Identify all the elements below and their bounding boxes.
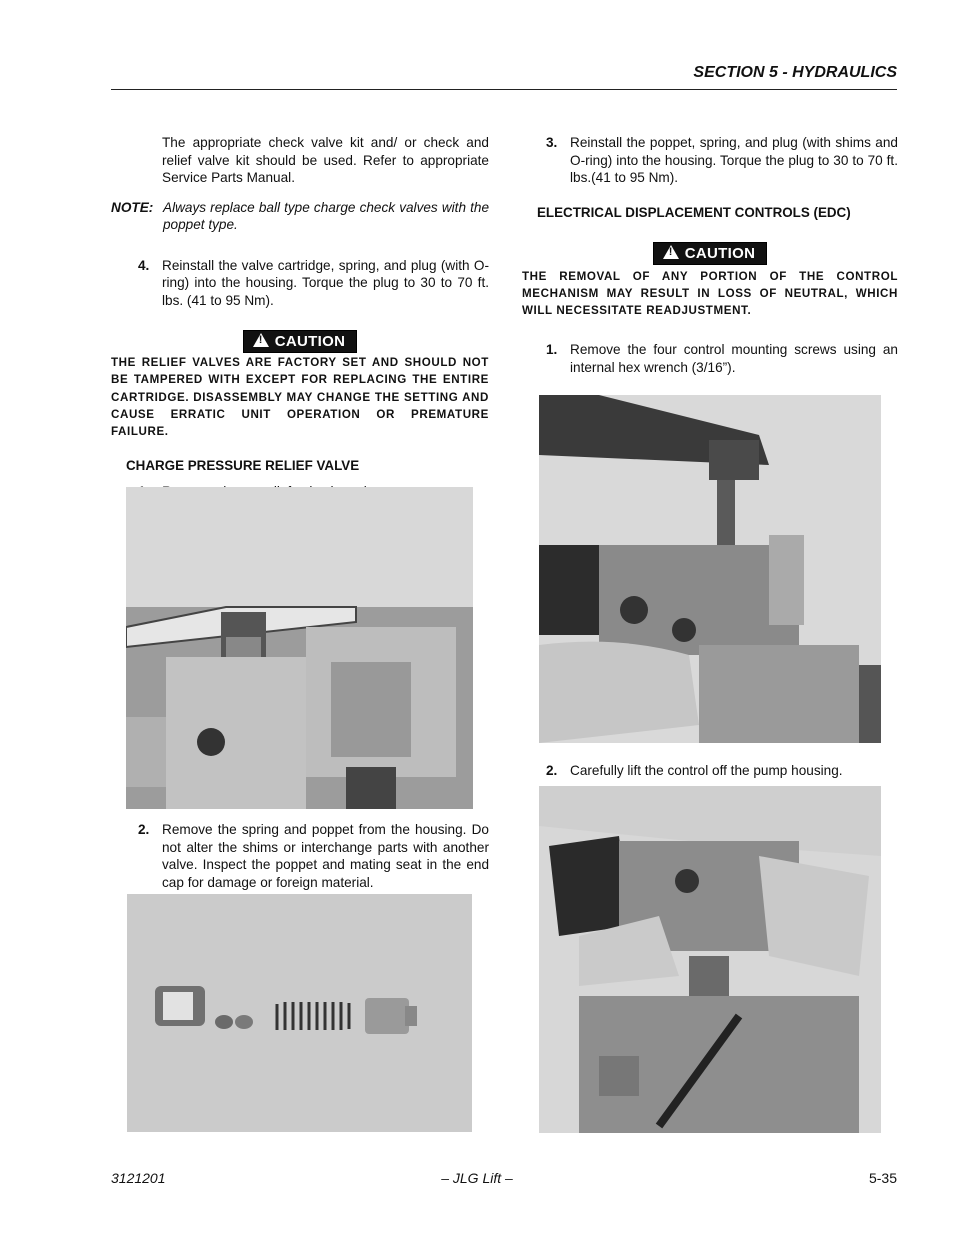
caution-box-left bbox=[111, 331, 489, 352]
footer-doc-number: 3121201 bbox=[111, 1170, 166, 1186]
intro-paragraph: The appropriate check valve kit and/ or check and relief valve kit should be used. Refer to appropriate Service Parts Manual. bbox=[162, 135, 489, 185]
step-number: 2. bbox=[546, 763, 558, 778]
caution-badge bbox=[654, 243, 766, 264]
subheading-charge-pressure: CHARGE PRESSURE RELIEF VALVE bbox=[126, 458, 360, 474]
step-number: 2. bbox=[138, 822, 150, 837]
step-text: Remove the four control mounting screws using an internal hex wrench (3/16”). bbox=[570, 342, 898, 375]
left-column bbox=[111, 134, 489, 501]
right-step-1 bbox=[522, 341, 898, 376]
photo-hex-plug-removal bbox=[126, 487, 473, 809]
step-number: 1. bbox=[546, 342, 558, 358]
right-step-3 bbox=[522, 134, 898, 187]
right-column-lower bbox=[522, 762, 898, 780]
caution-badge bbox=[244, 331, 356, 352]
right-column bbox=[522, 134, 898, 376]
left-step-4 bbox=[111, 257, 489, 310]
photo-control-screw-removal bbox=[539, 395, 881, 743]
caution-text-left: THE RELIEF VALVES ARE FACTORY SET AND SHOULD NOT BE TAMPERED WITH EXCEPT FOR REPLACING THE ENTIRE CARTRIDGE. DISASSEMBLY MAY CHANGE THE SETTING AND CAUSE ERRATIC UNIT OPERATION OR PREMATURE FAILURE. bbox=[111, 356, 489, 439]
step-number: 4. bbox=[138, 257, 150, 273]
caution-label: CAUTION bbox=[684, 244, 756, 262]
caution-label: CAUTION bbox=[274, 333, 346, 350]
photo-spring-poppet bbox=[127, 894, 472, 1132]
footer-page-number: 5-35 bbox=[868, 1170, 897, 1186]
left-column-lower bbox=[111, 821, 489, 891]
right-step-2 bbox=[522, 762, 898, 780]
step-text: Carefully lift the control off the pump housing. bbox=[570, 763, 843, 778]
note bbox=[111, 199, 489, 234]
note-label: NOTE: bbox=[111, 199, 154, 215]
caution-text-right: THE REMOVAL OF ANY PORTION OF THE CONTROL MECHANISM MAY RESULT IN LOSS OF NEUTRAL, WHICH WILL NECESSITATE READJUSTMENT. bbox=[522, 269, 898, 318]
header-rule bbox=[111, 89, 897, 90]
warning-triangle-icon bbox=[253, 333, 269, 347]
step-number: 3. bbox=[546, 135, 558, 150]
step-text: Reinstall the valve cartridge, spring, and plug (with O-ring) into the housing. Torque the plug to 30 to 70 ft. lbs. (41 to 95 Nm). bbox=[162, 257, 489, 308]
step-text: Remove the spring and poppet from the housing. Do not alter the shims or interchange parts with another valve. Inspect the poppet and mating seat in the end cap for damage or foreign material. bbox=[162, 822, 489, 890]
warning-triangle-icon bbox=[663, 245, 679, 259]
subheading-edc: ELECTRICAL DISPLACEMENT CONTROLS (EDC) bbox=[537, 204, 851, 220]
photo-lift-control bbox=[539, 786, 881, 1133]
note-text: Always replace ball type charge check valves with the poppet type. bbox=[163, 199, 489, 232]
section-title: SECTION 5 - HYDRAULICS bbox=[693, 64, 897, 81]
step-text: Reinstall the poppet, spring, and plug (with shims and O-ring) into the housing. Torque the plug to 30 to 70 ft. lbs.(41 to 95 Nm). bbox=[570, 135, 898, 185]
caution-box-right bbox=[522, 243, 898, 264]
footer-center: – JLG Lift – bbox=[441, 1170, 513, 1186]
left-step-2 bbox=[111, 821, 489, 891]
